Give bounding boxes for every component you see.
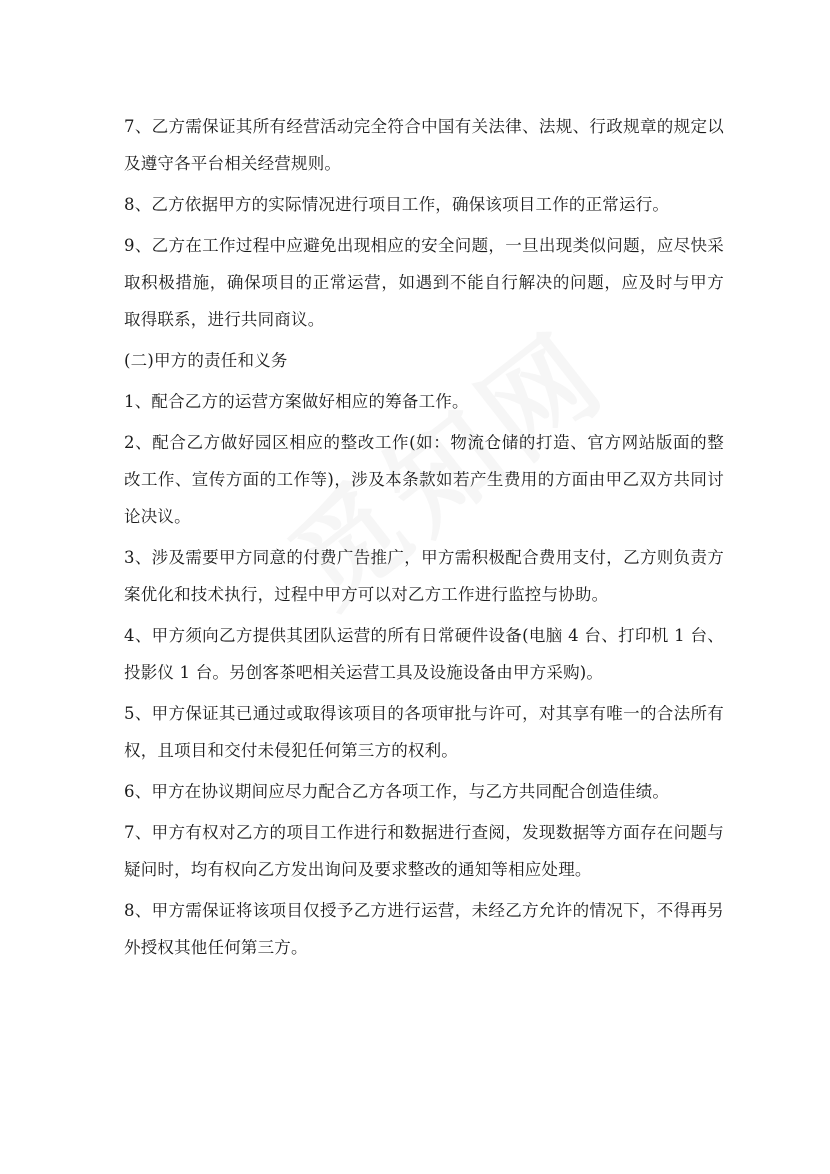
clause-a-3: 3、涉及需要甲方同意的付费广告推广，甲方需积极配合费用支付，乙方则负责方案优化和技术执行，过程中甲方可以对乙方工作进行监控与协助。 [124, 548, 724, 604]
clause-a-7: 7、甲方有权对乙方的项目工作进行和数据进行查阅，发现数据等方面存在问题与疑问时，均有权向乙方发出询问及要求整改的通知等相应处理。 [124, 823, 724, 879]
clause-a-5: 5、甲方保证其已通过或取得该项目的各项审批与许可，对其享有唯一的合法所有权，且项目和交付未侵犯任何第三方的权利。 [124, 704, 724, 760]
clause-b-9: 9、乙方在工作过程中应避免出现相应的安全问题，一旦出现类似问题，应尽快采取积极措施，确保项目的正常运营，如遇到不能自行解决的问题，应及时与甲方取得联系，进行共同商议。 [124, 236, 724, 329]
clause-b-8: 8、乙方依据甲方的实际情况进行项目工作，确保该项目工作的正常运行。 [124, 195, 670, 214]
clause-a-4: 4、甲方须向乙方提供其团队运营的所有日常硬件设备(电脑 4 台、打印机 1 台、投影仪 1 台。另创客茶吧相关运营工具及设施设备由甲方采购)。 [124, 626, 724, 682]
section-heading-party-a: (二)甲方的责任和义务 [124, 351, 288, 370]
clause-b-7: 7、乙方需保证其所有经营活动完全符合中国有关法律、法规、行政规章的规定以及遵守各平台相关经营规则。 [124, 117, 724, 173]
clause-a-2: 2、配合乙方做好园区相应的整改工作(如：物流仓储的打造、官方网站版面的整改工作、宣传方面的工作等)，涉及本条款如若产生费用的方面由甲乙双方共同讨论决议。 [124, 433, 724, 526]
clause-a-1: 1、配合乙方的运营方案做好相应的筹备工作。 [124, 392, 469, 411]
document-body [124, 108, 724, 970]
clause-a-6: 6、甲方在协议期间应尽力配合乙方各项工作，与乙方共同配合创造佳绩。 [124, 782, 670, 801]
clause-a-8: 8、甲方需保证将该项目仅授予乙方进行运营，未经乙方允许的情况下，不得再另外授权其他任何第三方。 [124, 901, 724, 957]
